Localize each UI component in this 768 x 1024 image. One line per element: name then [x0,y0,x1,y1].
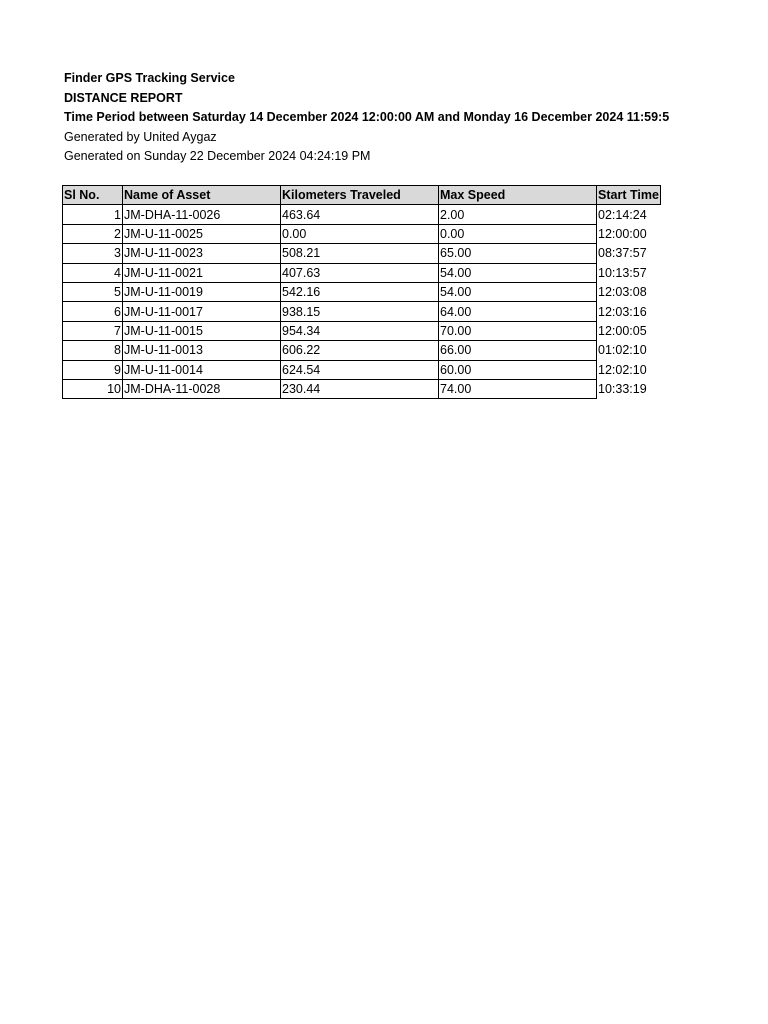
cell-sl-no: 4 [63,263,123,282]
table-row [63,282,661,301]
cell-max-speed: 70.00 [439,321,597,340]
cell-km-traveled: 0.00 [281,224,439,243]
distance-table [62,185,661,399]
cell-sl-no: 3 [63,244,123,263]
cell-km-traveled: 508.21 [281,244,439,263]
cell-asset-name: JM-U-11-0019 [123,282,281,301]
cell-max-speed: 60.00 [439,360,597,379]
cell-sl-no: 7 [63,321,123,340]
service-name: Finder GPS Tracking Service [64,71,235,85]
cell-sl-no: 8 [63,341,123,360]
cell-km-traveled: 542.16 [281,282,439,301]
cell-sl-no: 10 [63,379,123,398]
cell-asset-name: JM-U-11-0025 [123,224,281,243]
cell-km-traveled: 606.22 [281,341,439,360]
cell-km-traveled: 624.54 [281,360,439,379]
cell-sl-no: 1 [63,205,123,224]
cell-sl-no: 5 [63,282,123,301]
report-title: DISTANCE REPORT [64,90,183,105]
cell-max-speed: 65.00 [439,244,597,263]
cell-max-speed: 64.00 [439,302,597,321]
generated-on: Generated on Sunday 22 December 2024 04:24:19 PM [64,149,371,163]
cell-start-time: 08:37:57 [597,244,661,263]
cell-start-time: 01:02:10 [597,341,661,360]
header-asset-name: Name of Asset [123,186,281,205]
cell-asset-name: JM-DHA-11-0028 [123,379,281,398]
table-row [63,224,661,243]
cell-start-time: 12:03:16 [597,302,661,321]
cell-start-time: 12:00:00 [597,224,661,243]
table-row [63,321,661,340]
cell-max-speed: 54.00 [439,263,597,282]
cell-km-traveled: 407.63 [281,263,439,282]
table-row [63,341,661,360]
table-row [63,263,661,282]
cell-asset-name: JM-U-11-0013 [123,341,281,360]
cell-asset-name: JM-U-11-0023 [123,244,281,263]
table-row [63,379,661,398]
cell-max-speed: 54.00 [439,282,597,301]
cell-sl-no: 2 [63,224,123,243]
cell-sl-no: 9 [63,360,123,379]
header-km-traveled: Kilometers Traveled [281,186,439,205]
cell-km-traveled: 463.64 [281,205,439,224]
cell-start-time: 12:02:10 [597,360,661,379]
cell-km-traveled: 954.34 [281,321,439,340]
header-max-speed: Max Speed [439,186,597,205]
generated-by: Generated by United Aygaz [64,129,217,144]
cell-start-time: 12:03:08 [597,282,661,301]
table-header-row [63,186,661,205]
cell-max-speed: 0.00 [439,224,597,243]
cell-km-traveled: 938.15 [281,302,439,321]
report-header [64,69,764,167]
table-row [63,360,661,379]
cell-start-time: 02:14:24 [597,205,661,224]
cell-max-speed: 74.00 [439,379,597,398]
table-row [63,205,661,224]
cell-asset-name: JM-U-11-0015 [123,321,281,340]
cell-max-speed: 66.00 [439,341,597,360]
cell-max-speed: 2.00 [439,205,597,224]
table-row [63,302,661,321]
cell-km-traveled: 230.44 [281,379,439,398]
cell-sl-no: 6 [63,302,123,321]
cell-asset-name: JM-DHA-11-0026 [123,205,281,224]
cell-start-time: 10:33:19 [597,379,661,398]
table-row [63,244,661,263]
cell-asset-name: JM-U-11-0021 [123,263,281,282]
cell-asset-name: JM-U-11-0017 [123,302,281,321]
header-sl-no: Sl No. [63,186,123,205]
cell-asset-name: JM-U-11-0014 [123,360,281,379]
time-period: Time Period between Saturday 14 December 2024 12:00:00 AM and Monday 16 December 2024 11:59:5 [64,110,670,124]
header-start-time: Start Time [597,186,661,205]
cell-start-time: 12:00:05 [597,321,661,340]
cell-start-time: 10:13:57 [597,263,661,282]
